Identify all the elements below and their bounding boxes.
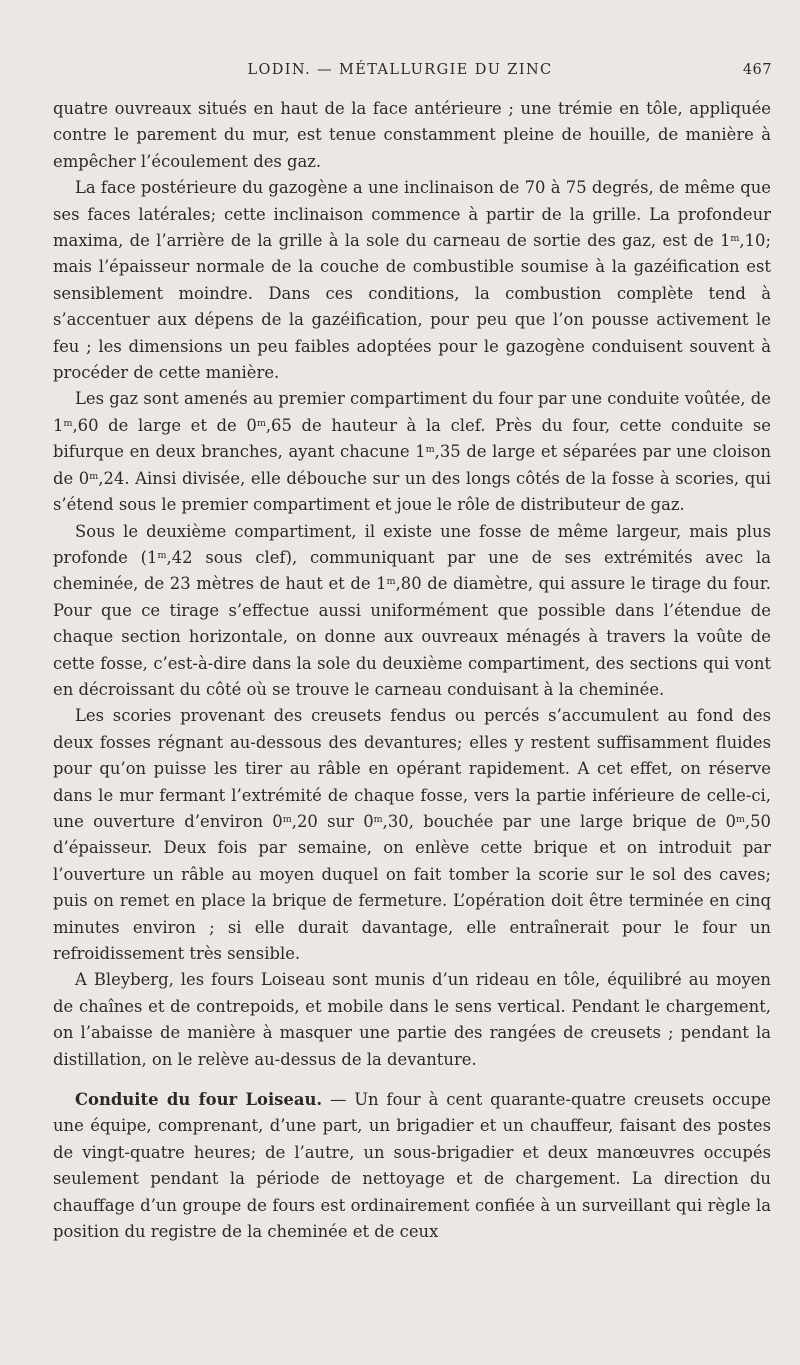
section-heading: Conduite du four Loiseau. [75,1090,323,1110]
paragraph-1: quatre ouvreaux situés en haut de la face antérieure ; une trémie en tôle, appliquée contre le parement du mur, est tenue constamment pleine de houille, de manière à empêcher l’écoulement des gaz. [53,99,771,171]
page-number: 467 [742,62,772,78]
section-paragraph [53,1087,771,1245]
section-text: — Un four à cent quarante-quatre creusets occupe une équipe, comprenant, d’une part, un brigadier et un chauffeur, faisant des postes de vingt-quatre heures; de l’autre, un sous-brigadier et deux manœuvres occupés seulement pendant la période de nettoyage et de chargement. La direction du chauffage d’un groupe de fours est ordinairement confiée à un surveillant qui règle la position du registre de la cheminée et de ceux [53,1090,771,1242]
paragraph-4: Sous le deuxième compartiment, il existe une fosse de même largeur, mais plus profonde (1$^m$,42 sous clef), communiquant par une de ses extrémités avec la cheminée, de 23 mètres de haut et de 1$^m$,80 de diamètre, qui assure le tirage du four. Pour que ce tirage s’effectue aussi uniformément que possible dans l’étendue de chaque section horizontale, on donne aux ouvreaux ménagés à travers la voûte de cette fosse, c’est-à-dire dans la sole du deuxième compartiment, des sections qui vont en décroissant du côté où se trouve le carneau conduisant à la cheminée. [53,521,771,699]
body-text [53,96,771,1245]
paragraph-5: Les scories provenant des creusets fendus ou percés s’accumulent au fond des deux fosses régnant au-dessous des devantures; elles y restent suffisamment fluides pour qu’on puisse les tirer au râble en opérant rapidement. A cet effet, on réserve dans le mur fermant l’extrémité de chaque fosse, vers la partie inférieure de celle-ci, une ouverture d’environ 0$^m$,20 sur 0$^m$,30, bouchée par une large brique de 0$^m$,50 d’épaisseur. Deux fois par semaine, on enlève cette brique et on introduit par l’ouverture un râble au moyen duquel on fait tomber la scorie sur le sol des caves; puis on remet en place la brique de fermeture. L’opération doit être terminée en cinq minutes environ ; si elle durait davantage, elle entraînerait pour le four un refroidissement très sensible. [53,706,771,963]
running-header [0,62,800,84]
paragraph-6: A Bleyberg, les fours Loiseau sont munis d’un rideau en tôle, équilibré au moyen de chaînes et de contrepoids, et mobile dans le sens vertical. Pendant le chargement, on l’abaisse de manière à masquer une partie des rangées de creusets ; pendant la distillation, on le relève au-dessus de la devanture. [53,970,771,1069]
paragraph-3: Les gaz sont amenés au premier compartiment du four par une conduite voûtée, de 1$^m$,60 de large et de 0$^m$,65 de hauteur à la clef. Près du four, cette conduite se bifurque en deux branches, ayant chacune 1$^m$,35 de large et séparées par une cloison de 0$^m$,24. Ainsi divisée, elle débouche sur un des longs côtés de la fosse à scories, qui s’étend sous le premier compartiment et joue le rôle de distributeur de gaz. [53,389,772,515]
paragraph-2: La face postérieure du gazogène a une inclinaison de 70 à 75 degrés, de même que ses faces latérales; cette inclinaison commence à partir de la grille. La profondeur maxima, de l’arrière de la grille à la sole du carneau de sortie des gaz, est de 1$^m$,10; mais l’épaisseur normale de la couche de combustible soumise à la gazéification est sensiblement moindre. Dans ces conditions, la combustion complète tend à s’accentuer aux dépens de la gazéification, pour peu que l’on pousse activement le feu ; les dimensions un peu faibles adoptées pour le gazogène conduisent souvent à procéder de cette manière. [53,178,771,383]
running-title: LODIN. — MÉTALLURGIE DU ZINC [247,62,553,78]
